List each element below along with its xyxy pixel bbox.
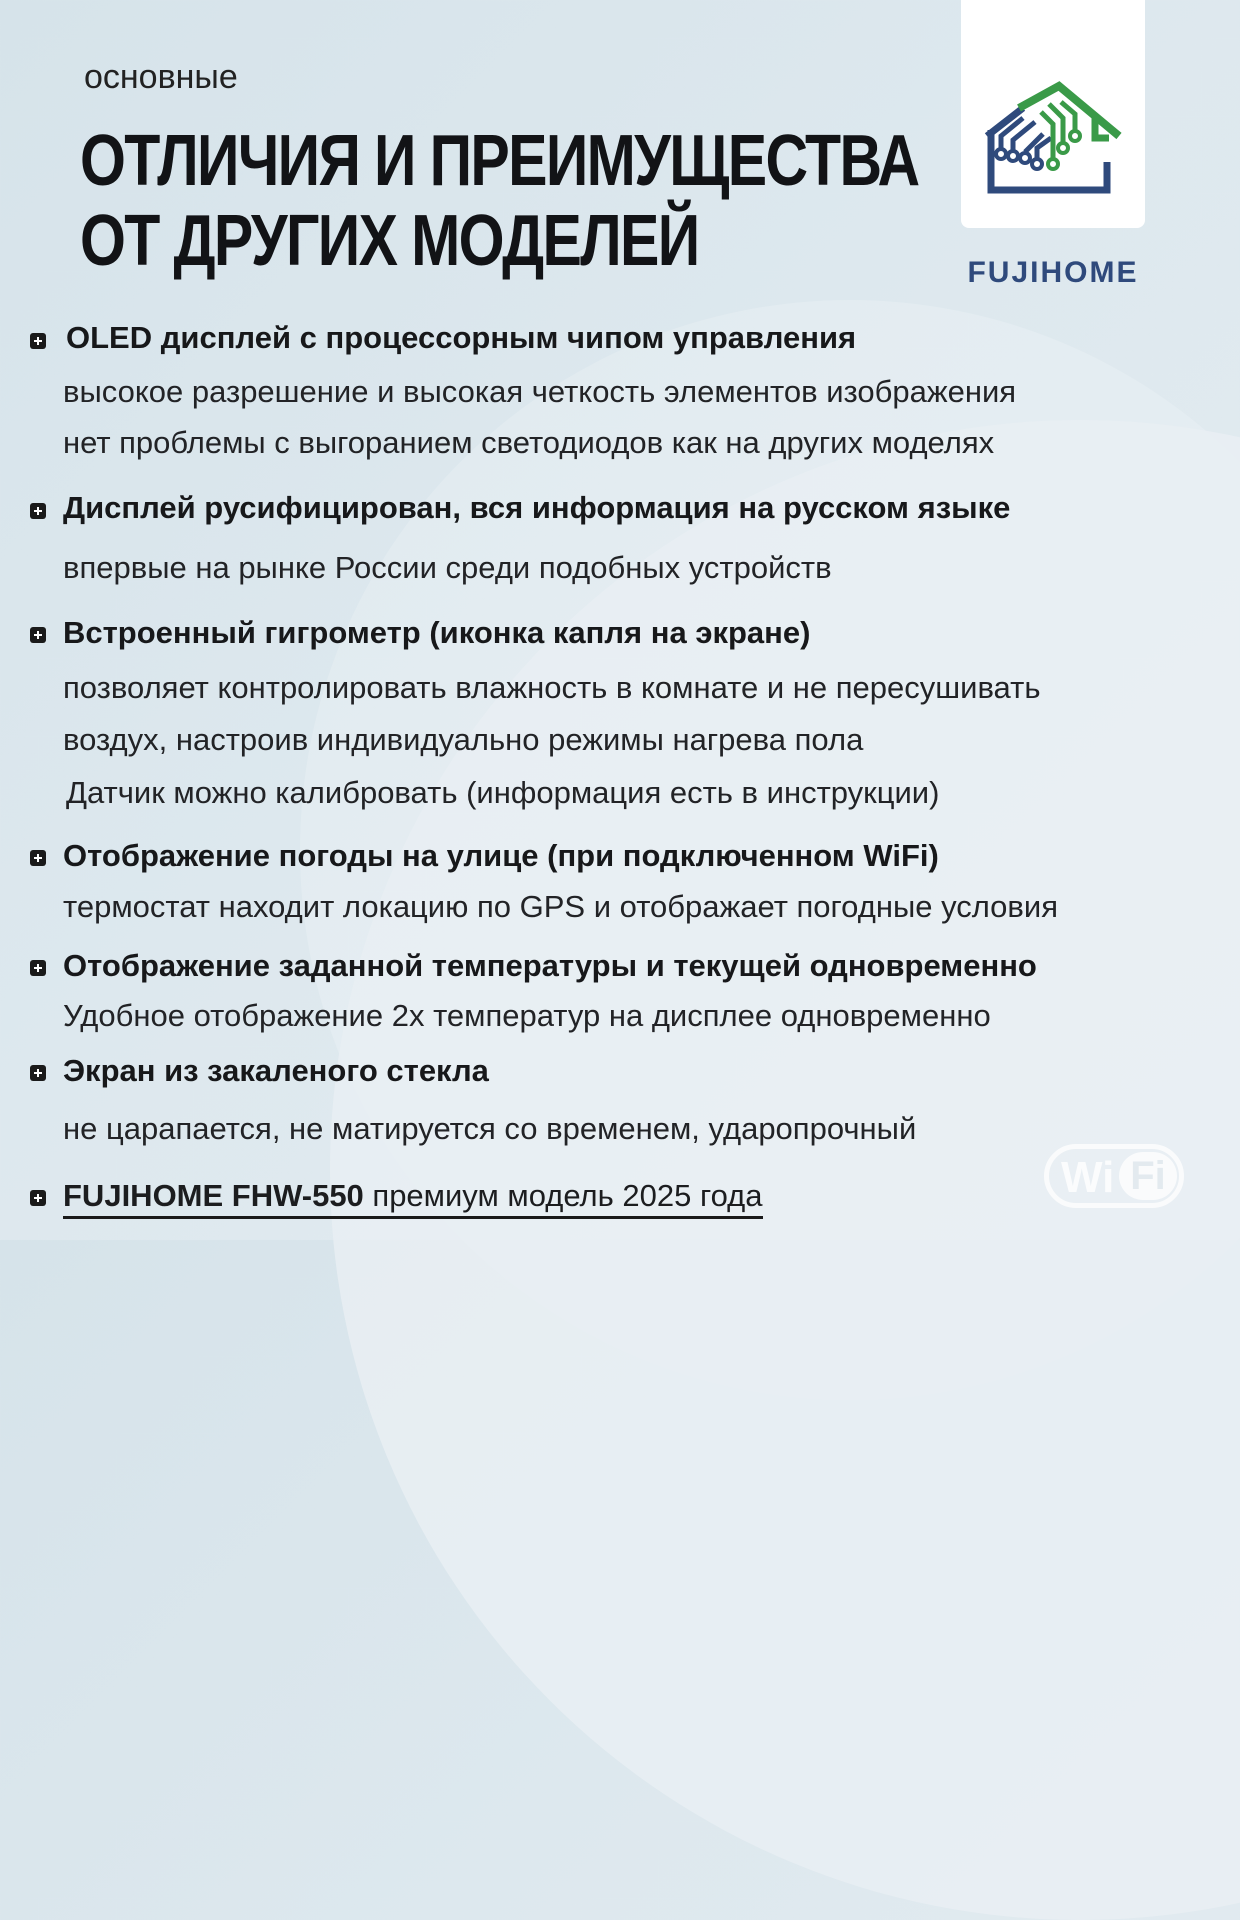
model-name: FUJIHOME FHW-550 xyxy=(63,1178,364,1213)
feature-line: термостат находит локацию по GPS и отображает погодные условия xyxy=(63,889,1058,924)
model-description: премиум модель 2025 года xyxy=(363,1178,763,1213)
model-footer xyxy=(63,1178,763,1219)
plus-bullet-icon xyxy=(30,503,46,519)
plus-bullet-icon xyxy=(30,1065,46,1081)
wifi-badge-left: Wi xyxy=(1061,1153,1115,1202)
subtitle: основные xyxy=(84,58,238,96)
house-circuit-logo-icon xyxy=(983,78,1123,198)
plus-bullet-icon xyxy=(30,627,46,643)
wifi-badge-icon xyxy=(1044,1144,1184,1208)
feature-line: Удобное отображение 2х температур на дисплее одновременно xyxy=(63,998,991,1033)
plus-bullet-icon xyxy=(30,333,46,349)
feature-title: Отображение погоды на улице (при подключенном WiFi) xyxy=(63,838,939,873)
wifi-badge-right: Fi xyxy=(1119,1152,1177,1200)
feature-title: Экран из закаленого стекла xyxy=(63,1053,489,1088)
feature-title: Отображение заданной температуры и текущей одновременно xyxy=(63,948,1037,983)
feature-title: Дисплей русифицирован, вся информация на русском языке xyxy=(63,490,1011,525)
plus-bullet-icon xyxy=(30,1190,46,1206)
feature-line: Датчик можно калибровать (информация есть в инструкции) xyxy=(66,775,940,810)
brand-name: FUJIHOME xyxy=(967,256,1139,289)
logo-card xyxy=(961,0,1145,228)
title-line-1: ОТЛИЧИЯ И ПРЕИМУЩЕСТВА xyxy=(80,121,919,201)
feature-line: не царапается, не матируется со временем, ударопрочный xyxy=(63,1111,917,1146)
feature-line: высокое разрешение и высокая четкость элементов изображения xyxy=(63,374,1017,409)
plus-bullet-icon xyxy=(30,960,46,976)
plus-bullet-icon xyxy=(30,850,46,866)
title-line-2: ОТ ДРУГИХ МОДЕЛЕЙ xyxy=(80,201,699,281)
feature-line: воздух, настроив индивидуально режимы нагрева пола xyxy=(63,722,864,757)
feature-line: нет проблемы с выгоранием светодиодов как на других моделях xyxy=(63,425,995,460)
feature-line: впервые на рынке России среди подобных устройств xyxy=(63,550,832,585)
feature-title: Встроенный гигрометр (иконка капля на экране) xyxy=(63,615,811,650)
feature-title: OLED дисплей с процессорным чипом управления xyxy=(66,320,857,355)
feature-line: позволяет контролировать влажность в комнате и не пересушивать xyxy=(63,670,1041,705)
